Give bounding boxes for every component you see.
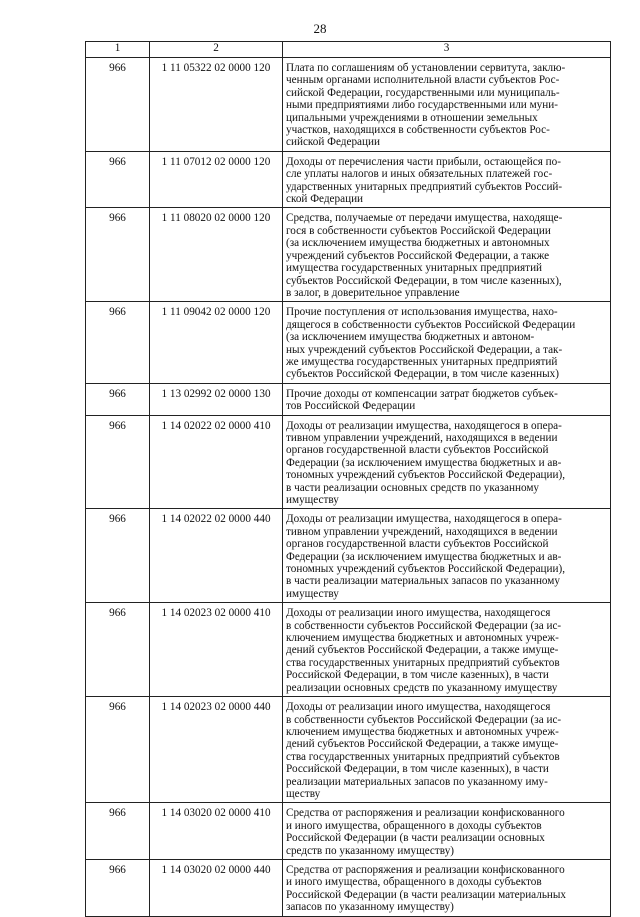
revenue-name-line: дящегося в собственности субъектов Российской Федерации [286, 318, 576, 331]
header-col-1: 1 [86, 42, 150, 58]
table-row [86, 383, 611, 415]
table-row [86, 697, 611, 803]
budget-classification-code-cell: 1 11 09042 02 0000 120 [150, 302, 283, 383]
revenue-name-line: ключением имущества бюджетных и автономных учреж- [286, 632, 559, 645]
revenue-name-line: ства государственных унитарных предприятий субъектов [286, 750, 560, 763]
header-col-2: 2 [150, 42, 283, 58]
admin-code-cell: 966 [86, 208, 150, 302]
revenue-name-line: в собственности субъектов Российской Федерации (за ис- [286, 713, 562, 726]
revenue-name-line: субъектов Российской Федерации, в том числе казенных) [286, 368, 559, 381]
budget-classification-code-cell: 1 14 02023 02 0000 440 [150, 697, 283, 803]
revenue-name-cell [283, 208, 611, 302]
revenue-name-line: тов Российской Федерации [286, 400, 416, 413]
revenue-name-line: тивном управлении учреждений, находящихся в ведении [286, 431, 558, 444]
revenue-name-line: участков, находящихся в собственности субъектов Рос- [286, 124, 550, 137]
revenue-name-line: Плата по соглашениям об установлении сервитута, заклю- [286, 62, 566, 74]
table-body [86, 58, 611, 917]
budget-classification-code-cell: 1 11 08020 02 0000 120 [150, 208, 283, 302]
revenue-name-line: ными предприятиями либо государственными или муни- [286, 99, 558, 112]
revenue-name-line: ных учреждений субъектов Российской Федерации, а так- [286, 343, 563, 356]
revenue-name-cell [283, 383, 611, 415]
revenue-name-cell [283, 697, 611, 803]
revenue-name-line: и иного имущества, обращенного в доходы субъектов [286, 819, 542, 832]
revenue-name-line: (за исключением имущества бюджетных и автономных [286, 237, 550, 250]
revenue-name-cell [283, 415, 611, 509]
header-col-3: 3 [283, 42, 611, 58]
revenue-name-line: Прочие доходы от компенсации затрат бюджетов субъек- [286, 387, 558, 400]
revenue-name-line: Федерации (за исключением имущества бюджетных и ав- [286, 456, 562, 469]
budget-classification-code-cell: 1 14 02023 02 0000 410 [150, 603, 283, 697]
revenue-name-line: дений субъектов Российской Федерации, а также имуще- [286, 738, 559, 751]
revenue-name-line: органов государственной власти субъектов Российской [286, 444, 549, 457]
revenue-name-line: Доходы от реализации иного имущества, находящегося [286, 701, 551, 714]
revenue-name-line: Российской Федерации, в том числе казенных), в части [286, 763, 549, 776]
revenue-name-cell [283, 803, 611, 860]
revenue-name-line: в залог, в доверительное управление [286, 286, 460, 299]
revenue-name-line: средств по указанному имуществу) [286, 844, 455, 857]
revenue-name-line: Российской Федерации (в части реализации материальных [286, 888, 567, 901]
admin-code-cell: 966 [86, 58, 150, 152]
header-row [86, 42, 611, 58]
revenue-name-line: органов государственной власти субъектов Российской [286, 538, 549, 551]
revenue-name-line: тивном управлении учреждений, находящихся в ведении [286, 525, 558, 538]
revenue-name-line: в части реализации основных средств по указанному [286, 481, 539, 494]
table-row [86, 603, 611, 697]
admin-code-cell: 966 [86, 383, 150, 415]
revenue-name-line: Федерации (за исключением имущества бюджетных и ав- [286, 550, 562, 563]
revenue-name-line: (за исключением имущества бюджетных и автоном- [286, 331, 535, 344]
revenue-name-line: тономных учреждений субъектов Российской Федерации), [286, 469, 566, 482]
admin-code-cell: 966 [86, 859, 150, 916]
revenue-name-cell [283, 509, 611, 603]
revenue-name-line: ударственных унитарных предприятий субъектов Россий- [286, 180, 563, 193]
table-row [86, 509, 611, 603]
budget-classification-code-cell: 1 14 02022 02 0000 410 [150, 415, 283, 509]
revenue-name-line: Средства от распоряжения и реализации конфискованного [286, 807, 565, 820]
table-row [86, 208, 611, 302]
revenue-name-line: учреждений субъектов Российской Федерации, а также [286, 249, 550, 262]
revenue-name-line: сле уплаты налогов и иных обязательных платежей гос- [286, 168, 553, 181]
revenue-name-line: Российской Федерации, в том числе казенных), в части [286, 669, 549, 682]
table-row [86, 151, 611, 208]
revenue-name-cell [283, 302, 611, 383]
revenue-name-line: Доходы от реализации имущества, находящегося в опера- [286, 419, 562, 432]
revenue-name-cell [283, 603, 611, 697]
table-row [86, 415, 611, 509]
admin-code-cell: 966 [86, 151, 150, 208]
budget-classification-code-cell: 1 11 07012 02 0000 120 [150, 151, 283, 208]
revenue-name-line: гося в собственности субъектов Российской Федерации [286, 224, 551, 237]
revenue-name-line: ществу [286, 787, 321, 800]
admin-code-cell: 966 [86, 509, 150, 603]
revenue-name-line: ченным органами исполнительной власти субъектов Рос- [286, 74, 560, 87]
table-row [86, 859, 611, 916]
admin-code-cell: 966 [86, 603, 150, 697]
budget-classification-code-cell: 1 13 02992 02 0000 130 [150, 383, 283, 415]
revenue-name-line: сийской Федерации, государственными или муниципаль- [286, 86, 560, 99]
admin-code-cell: 966 [86, 697, 150, 803]
revenue-name-line: же имущества государственных унитарных предприятий [286, 355, 558, 368]
revenue-name-cell [283, 859, 611, 916]
revenue-name-line: Российской Федерации (в части реализации основных [286, 832, 545, 845]
table-row [86, 302, 611, 383]
budget-classification-code-cell: 1 11 05322 02 0000 120 [150, 58, 283, 152]
revenue-name-line: в собственности субъектов Российской Федерации (за ис- [286, 619, 562, 632]
revenue-codes-table [85, 41, 611, 917]
budget-classification-code-cell: 1 14 03020 02 0000 410 [150, 803, 283, 860]
revenue-name-line: имущества государственных унитарных предприятий [286, 262, 543, 275]
revenue-name-line: в части реализации материальных запасов по указанному [286, 575, 560, 588]
revenue-name-line: Прочие поступления от использования имущества, нахо- [286, 306, 558, 319]
revenue-name-line: и иного имущества, обращенного в доходы субъектов [286, 876, 542, 889]
revenue-name-line: реализации основных средств по указанному имуществу [286, 681, 558, 694]
revenue-name-cell [283, 151, 611, 208]
revenue-name-line: сийской Федерации [286, 136, 380, 149]
revenue-name-line: Средства, получаемые от передачи имущества, находяще- [286, 212, 563, 225]
revenue-name-line: ской Федерации [286, 193, 364, 206]
revenue-name-line: Доходы от перечисления части прибыли, остающейся по- [286, 155, 561, 168]
revenue-name-line: ципальными учреждениями в отношении земельных [286, 111, 538, 124]
revenue-name-line: имуществу [286, 587, 339, 600]
revenue-name-line: ключением имущества бюджетных и автономных учреж- [286, 725, 559, 738]
budget-classification-code-cell: 1 14 02022 02 0000 440 [150, 509, 283, 603]
revenue-name-line: ства государственных унитарных предприятий субъектов [286, 656, 560, 669]
revenue-name-line: имуществу [286, 494, 339, 506]
revenue-name-line: запасов по указанному имуществу) [286, 901, 454, 914]
admin-code-cell: 966 [86, 415, 150, 509]
budget-classification-code-cell: 1 14 03020 02 0000 440 [150, 859, 283, 916]
revenue-name-line: реализации материальных запасов по указанному иму- [286, 775, 548, 788]
table-row [86, 803, 611, 860]
revenue-name-line: Доходы от реализации имущества, находящегося в опера- [286, 513, 562, 526]
revenue-name-cell [283, 58, 611, 152]
revenue-name-line: субъектов Российской Федерации, в том числе казенных), [286, 274, 562, 287]
admin-code-cell: 966 [86, 302, 150, 383]
revenue-name-line: Средства от распоряжения и реализации конфискованного [286, 863, 565, 876]
page-number: 28 [313, 21, 327, 36]
revenue-name-line: тономных учреждений субъектов Российской Федерации), [286, 563, 566, 576]
revenue-name-line: дений субъектов Российской Федерации, а также имуще- [286, 644, 559, 657]
table-row [86, 58, 611, 152]
admin-code-cell: 966 [86, 803, 150, 860]
revenue-name-line: Доходы от реализации иного имущества, находящегося [286, 607, 551, 620]
